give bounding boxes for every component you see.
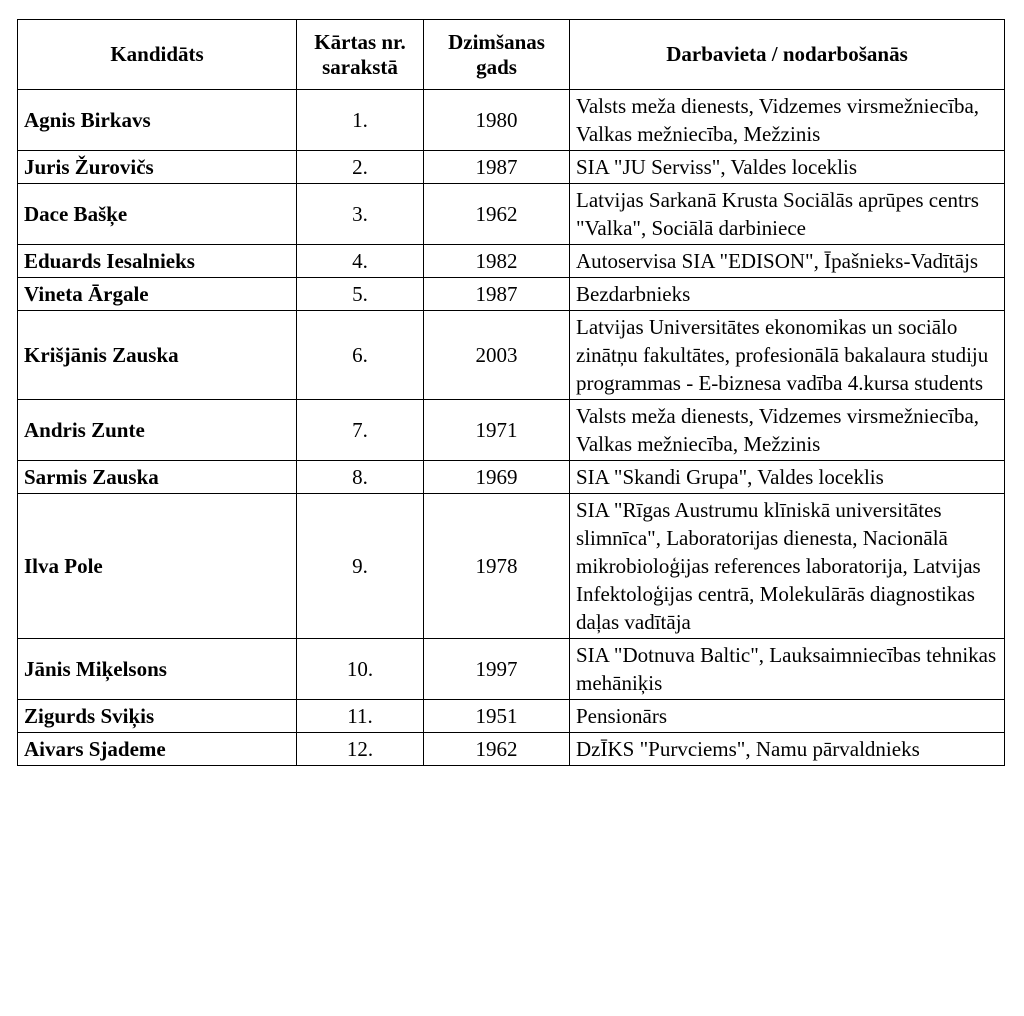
candidate-name: Andris Zunte [18,400,297,461]
table-row [18,245,1005,278]
table-row [18,184,1005,245]
workplace: SIA "Rīgas Austrumu klīniskā universitātes slimnīca", Laboratorijas dienesta, Nacionālā mikrobioloģijas references laboratorija, Latvijas Infektoloģijas centrā, Molekulārās diagnostikas daļas vadītāja [570,494,1005,639]
workplace: Latvijas Sarkanā Krusta Sociālās aprūpes centrs "Valka", Sociālā darbiniece [570,184,1005,245]
list-number: 6. [297,311,424,400]
list-number: 5. [297,278,424,311]
workplace: SIA "Dotnuva Baltic", Lauksaimniecības tehnikas mehāniķis [570,639,1005,700]
birth-year: 1982 [424,245,570,278]
birth-year: 2003 [424,311,570,400]
birth-year: 1987 [424,278,570,311]
workplace: Pensionārs [570,700,1005,733]
workplace: Valsts meža dienests, Vidzemes virsmežniecība, Valkas mežniecība, Mežzinis [570,90,1005,151]
list-number: 12. [297,733,424,766]
workplace: DzĪKS "Purvciems", Namu pārvaldnieks [570,733,1005,766]
candidate-name: Vineta Ārgale [18,278,297,311]
workplace: Latvijas Universitātes ekonomikas un sociālo zinātņu fakultātes, profesionālā bakalaura studiju programmas - E-biznesa vadība 4.kursa students [570,311,1005,400]
table-row [18,151,1005,184]
candidate-name: Krišjānis Zauska [18,311,297,400]
header-birth-year: Dzimšanas gads [424,20,570,90]
workplace: SIA "Skandi Grupa", Valdes loceklis [570,461,1005,494]
table-body [18,90,1005,766]
table-row [18,400,1005,461]
list-number: 1. [297,90,424,151]
list-number: 9. [297,494,424,639]
table-row [18,494,1005,639]
header-candidate: Kandidāts [18,20,297,90]
birth-year: 1969 [424,461,570,494]
candidate-name: Dace Bašķe [18,184,297,245]
table-row [18,639,1005,700]
candidate-name: Eduards Iesalnieks [18,245,297,278]
list-number: 4. [297,245,424,278]
birth-year: 1962 [424,733,570,766]
table-row [18,700,1005,733]
table-header [18,20,1005,90]
table-row [18,90,1005,151]
header-row [18,20,1005,90]
list-number: 3. [297,184,424,245]
birth-year: 1980 [424,90,570,151]
candidate-name: Sarmis Zauska [18,461,297,494]
table-row [18,311,1005,400]
birth-year: 1997 [424,639,570,700]
table-row [18,278,1005,311]
candidate-name: Ilva Pole [18,494,297,639]
header-workplace: Darbavieta / nodarbošanās [570,20,1005,90]
candidate-name: Aivars Sjademe [18,733,297,766]
workplace: SIA "JU Serviss", Valdes loceklis [570,151,1005,184]
table-row [18,733,1005,766]
workplace: Valsts meža dienests, Vidzemes virsmežniecība, Valkas mežniecība, Mežzinis [570,400,1005,461]
list-number: 2. [297,151,424,184]
candidate-name: Jānis Miķelsons [18,639,297,700]
list-number: 11. [297,700,424,733]
birth-year: 1971 [424,400,570,461]
list-number: 7. [297,400,424,461]
workplace: Autoservisa SIA "EDISON", Īpašnieks-Vadītājs [570,245,1005,278]
list-number: 8. [297,461,424,494]
candidate-name: Juris Žurovičs [18,151,297,184]
workplace: Bezdarbnieks [570,278,1005,311]
header-list-number: Kārtas nr. sarakstā [297,20,424,90]
candidate-name: Agnis Birkavs [18,90,297,151]
candidate-name: Zigurds Sviķis [18,700,297,733]
list-number: 10. [297,639,424,700]
birth-year: 1978 [424,494,570,639]
table-row [18,461,1005,494]
candidates-table [17,19,1005,766]
birth-year: 1987 [424,151,570,184]
birth-year: 1951 [424,700,570,733]
birth-year: 1962 [424,184,570,245]
